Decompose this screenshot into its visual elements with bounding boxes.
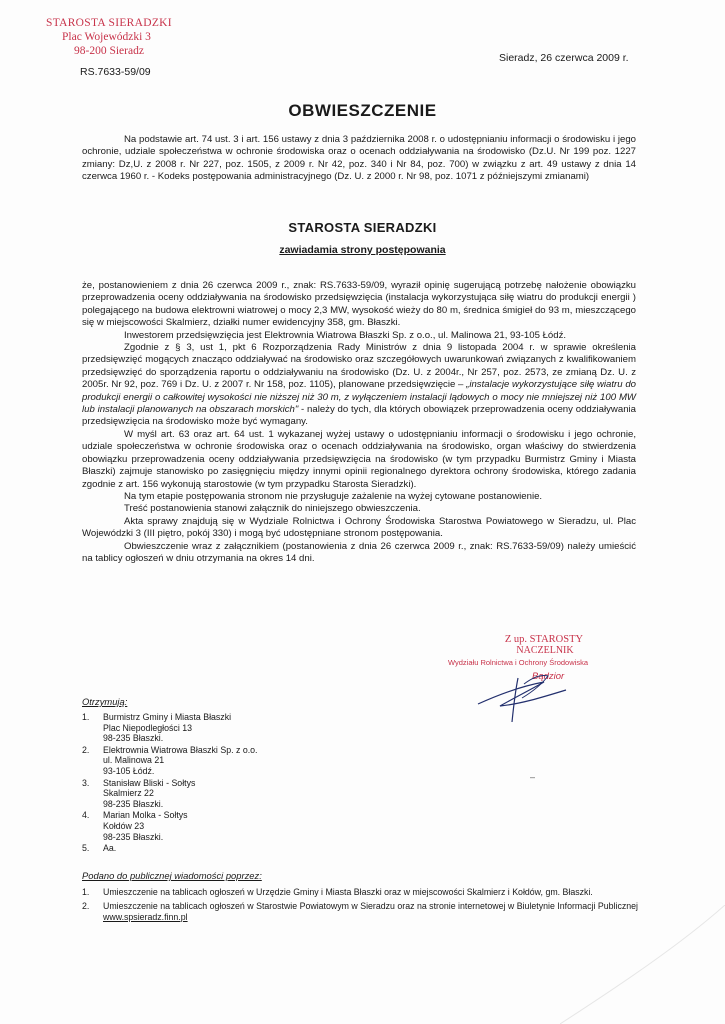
recipient-line: Kołdów 23 <box>103 820 145 831</box>
recipient-line: Skalmierz 22 <box>103 788 154 799</box>
body-paragraph-3 <box>82 342 636 429</box>
recipient-line: Burmistrz Gminy i Miasta Błaszki <box>103 712 232 722</box>
body-paragraph-7: Akta sprawy znajdują się w Wydziale Rolnictwa i Ochrony Środowiska Starostwa Powiatowego w Sieradzu, ul. Plac Wojewódzki 3 (III piętro, pokój 330) i mogą być udostępniane stronom postępowania. <box>82 515 636 540</box>
recipient-line: ul. Malinowa 21 <box>103 755 165 766</box>
authority-heading: STAROSTA SIERADZKI <box>288 220 437 235</box>
publication-item <box>82 887 638 898</box>
intro-paragraph: Na podstawie art. 74 ust. 3 i art. 156 ustawy z dnia 3 października 2008 r. o udostępnianiu informacji o środowisku i jego ochronie, udziale społeczeństwa w ochronie środowiska oraz o ocenach oddziaływania na środowisko (Dz.U. Nr 199 poz. 1227 zmiany: Dz,U. z 2008 r. Nr 227, poz. 1505, z 2009 r. Nr 42, poz. 340 i Nr 84, poz. 700) w związku z art. 49 ustawy z dnia 14 czerwca 1960 r. - Kodeks postępowania administracyjnego (Dz. U. z 2000 r. Nr 98, poz. 1071 z późniejszymi zmianami) <box>82 134 636 183</box>
signature-stamp-line3: Wydziału Rolnictwa i Ochrony Środowiska <box>448 658 588 667</box>
body-paragraph-5: Na tym etapie postępowania stronom nie przysługuje zażalenie na wyżej cytowane postanowienie. <box>124 490 543 502</box>
recipient-line: 98-235 Błaszki. <box>103 831 164 842</box>
body-paragraph-8: Obwieszczenie wraz z załącznikiem (postanowienia z dnia 26 czerwca 2009 r., znak: RS.7633-59/09) należy umieścić na tablicy ogłoszeń w dniu otrzymania na okres 14 dni. <box>82 540 636 564</box>
recipient-item <box>82 712 382 744</box>
body-paragraph-3-a: Zgodnie z § 3, ust 1, pkt 6 Rozporządzenia Rady Ministrów z dnia 9 listopada 2004 r. w sprawie określenia przedsięwzięć mogących znacząco oddziaływać na środowisko oraz szczegółowych uwarunkowań związanych z kwalifikowaniem przedsięwzięć do sporządzenia raportu o oddziaływaniu na środowisko (Dz. U. z 2004r., Nr 257, poz. 2573, ze zmianą Dz. U. z 2005r. Nr 92, poz. 769 i Dz. U. z 2007 r. Nr 158, poz. 1105), planowane przedsięwzięcie – <box>82 342 636 391</box>
signature-stamp-line2: NACZELNIK <box>516 645 574 656</box>
recipients-heading: Otrzymują: <box>82 696 128 707</box>
body-paragraph-6: Treść postanowienia stanowi załącznik do niniejszego obwieszczenia. <box>124 503 421 515</box>
reference-number: RS.7633-59/09 <box>80 66 151 78</box>
recipient-item <box>82 745 382 777</box>
recipient-line: Aa. <box>103 843 117 854</box>
recipient-number: 5. <box>82 843 90 854</box>
document-title: OBWIESZCZENIE <box>288 101 437 120</box>
publication-item <box>82 901 638 923</box>
handwritten-signature-icon <box>470 664 580 726</box>
recipient-item <box>82 843 382 854</box>
body-paragraph-4: W myśl art. 63 oraz art. 64 ust. 1 wykazanej wyżej ustawy o udostępnianiu informacji o środowisku i jego ochronie, udziale społeczeństwa w ochronie środowiska oraz o ocenach oddziaływania na środowisko, organ właściwy do stwierdzenia obowiązku przeprowadzenia oceny oddziaływania przedsięwzięcia na środowisko (w tym przypadku Burmistrz Gminy i Miasta Błaszki) zajmuje stanowisko po zasięgnięciu między innymi opinii regionalnego dyrektora ochrony środowiska, którego zadania zgodnie z art. 156 wykonują starostowie (w tym przypadku Starosta Sieradzki). <box>82 428 636 490</box>
publication-text <box>103 901 638 923</box>
recipient-address <box>103 843 116 854</box>
recipient-number: 4. <box>82 810 90 821</box>
bip-website-link[interactable]: www.spsieradz.finn.pl <box>103 911 188 922</box>
recipient-line: 98-235 Błaszki. <box>103 733 164 744</box>
recipient-address <box>103 712 231 744</box>
recipient-address <box>103 778 195 810</box>
body-text <box>82 280 636 565</box>
recipient-line: 98-235 Błaszki. <box>103 798 164 809</box>
recipient-address <box>103 810 188 842</box>
publication-heading: Podano do publicznej wiadomości poprzez: <box>82 870 262 881</box>
publication-number: 1. <box>82 887 90 897</box>
recipient-item <box>82 810 382 842</box>
office-stamp-line2: Plac Wojewódzki 3 <box>62 31 151 43</box>
recipient-line: Stanisław Bliski - Sołtys <box>103 777 196 788</box>
recipient-item <box>82 778 382 810</box>
recipient-number: 3. <box>82 777 90 788</box>
recipients-list <box>82 712 382 855</box>
publication-text-body: Umieszczenie na tablicach ogłoszeń w Starostwie Powiatowym w Sieradzu oraz na stronie internetowej w Biuletynie Informacji Publicznej <box>103 900 638 911</box>
recipient-line: Plac Niepodległości 13 <box>103 722 192 733</box>
publication-text <box>103 887 638 898</box>
publication-list <box>82 887 638 925</box>
publication-text-body: Umieszczenie na tablicach ogłoszeń w Urzędzie Gminy i Miasta Błaszki oraz w miejscowości Skalmierz i Kołdów, gm. Błaszki. <box>103 887 593 897</box>
office-stamp-line3: 98-200 Sieradz <box>74 45 144 57</box>
office-stamp <box>46 16 196 58</box>
notify-heading: zawiadamia strony postępowania <box>279 244 446 256</box>
body-paragraph-2: Inwestorem przedsięwzięcia jest Elektrownia Wiatrowa Błaszki Sp. z o.o., ul. Malinowa 21, 93-105 Łódź. <box>124 329 567 341</box>
body-paragraph-3-quote: „instalacje wykorzystujące siłę wiatru do produkcji energii o całkowitej wysokości nie niższej niż 30 m, z wyłączeniem instalacji lądowych o mocy nie mniejszej niż 100 MW lub instalacji planowanych na obszarach morskich" <box>82 379 636 416</box>
recipient-line: Marian Molka - Sołtys <box>103 810 188 821</box>
publication-number: 2. <box>82 900 90 911</box>
signature-stamp-line1: Z up. STAROSTY <box>504 634 584 645</box>
date-line: Sieradz, 26 czerwca 2009 r. <box>499 52 629 64</box>
recipient-number: 2. <box>82 744 90 755</box>
recipient-number: 1. <box>82 712 90 722</box>
recipient-address <box>103 745 258 777</box>
body-paragraph-3-b: - należy do tych, dla których obowiązek przeprowadzenia oceny oddziaływania przedsięwzięcia na środowisko może być wymagany. <box>82 404 636 428</box>
recipient-line: Elektrownia Wiatrowa Błaszki Sp. z o.o. <box>103 744 258 755</box>
signature-stamp-name: Bądzior <box>532 671 565 682</box>
body-paragraph-1: że, postanowieniem z dnia 26 czerwca 2009 r., znak: RS.7633-59/09, wyraził opinię sugerującą potrzebę nałożenie obowiązku przeprowadzenia oceny oddziaływania na środowisko przedsięwzięcia (instalacja wykorzystująca siłę wiatru do produkcji energii ) polegającego na budowa elektrowni wiatrowej o mocy 2,3 MW, wysokość wieży do 80 m, średnica śmigieł do 93 m, mieszczącego się w miejscowości Skalmierz, działki numer ewidencyjny 358, gm. Błaszki. <box>82 280 636 329</box>
recipient-line: 93-105 Łódź. <box>103 765 155 776</box>
dash-mark: – <box>530 772 536 782</box>
office-stamp-line1: STAROSTA SIERADZKI <box>46 17 172 29</box>
